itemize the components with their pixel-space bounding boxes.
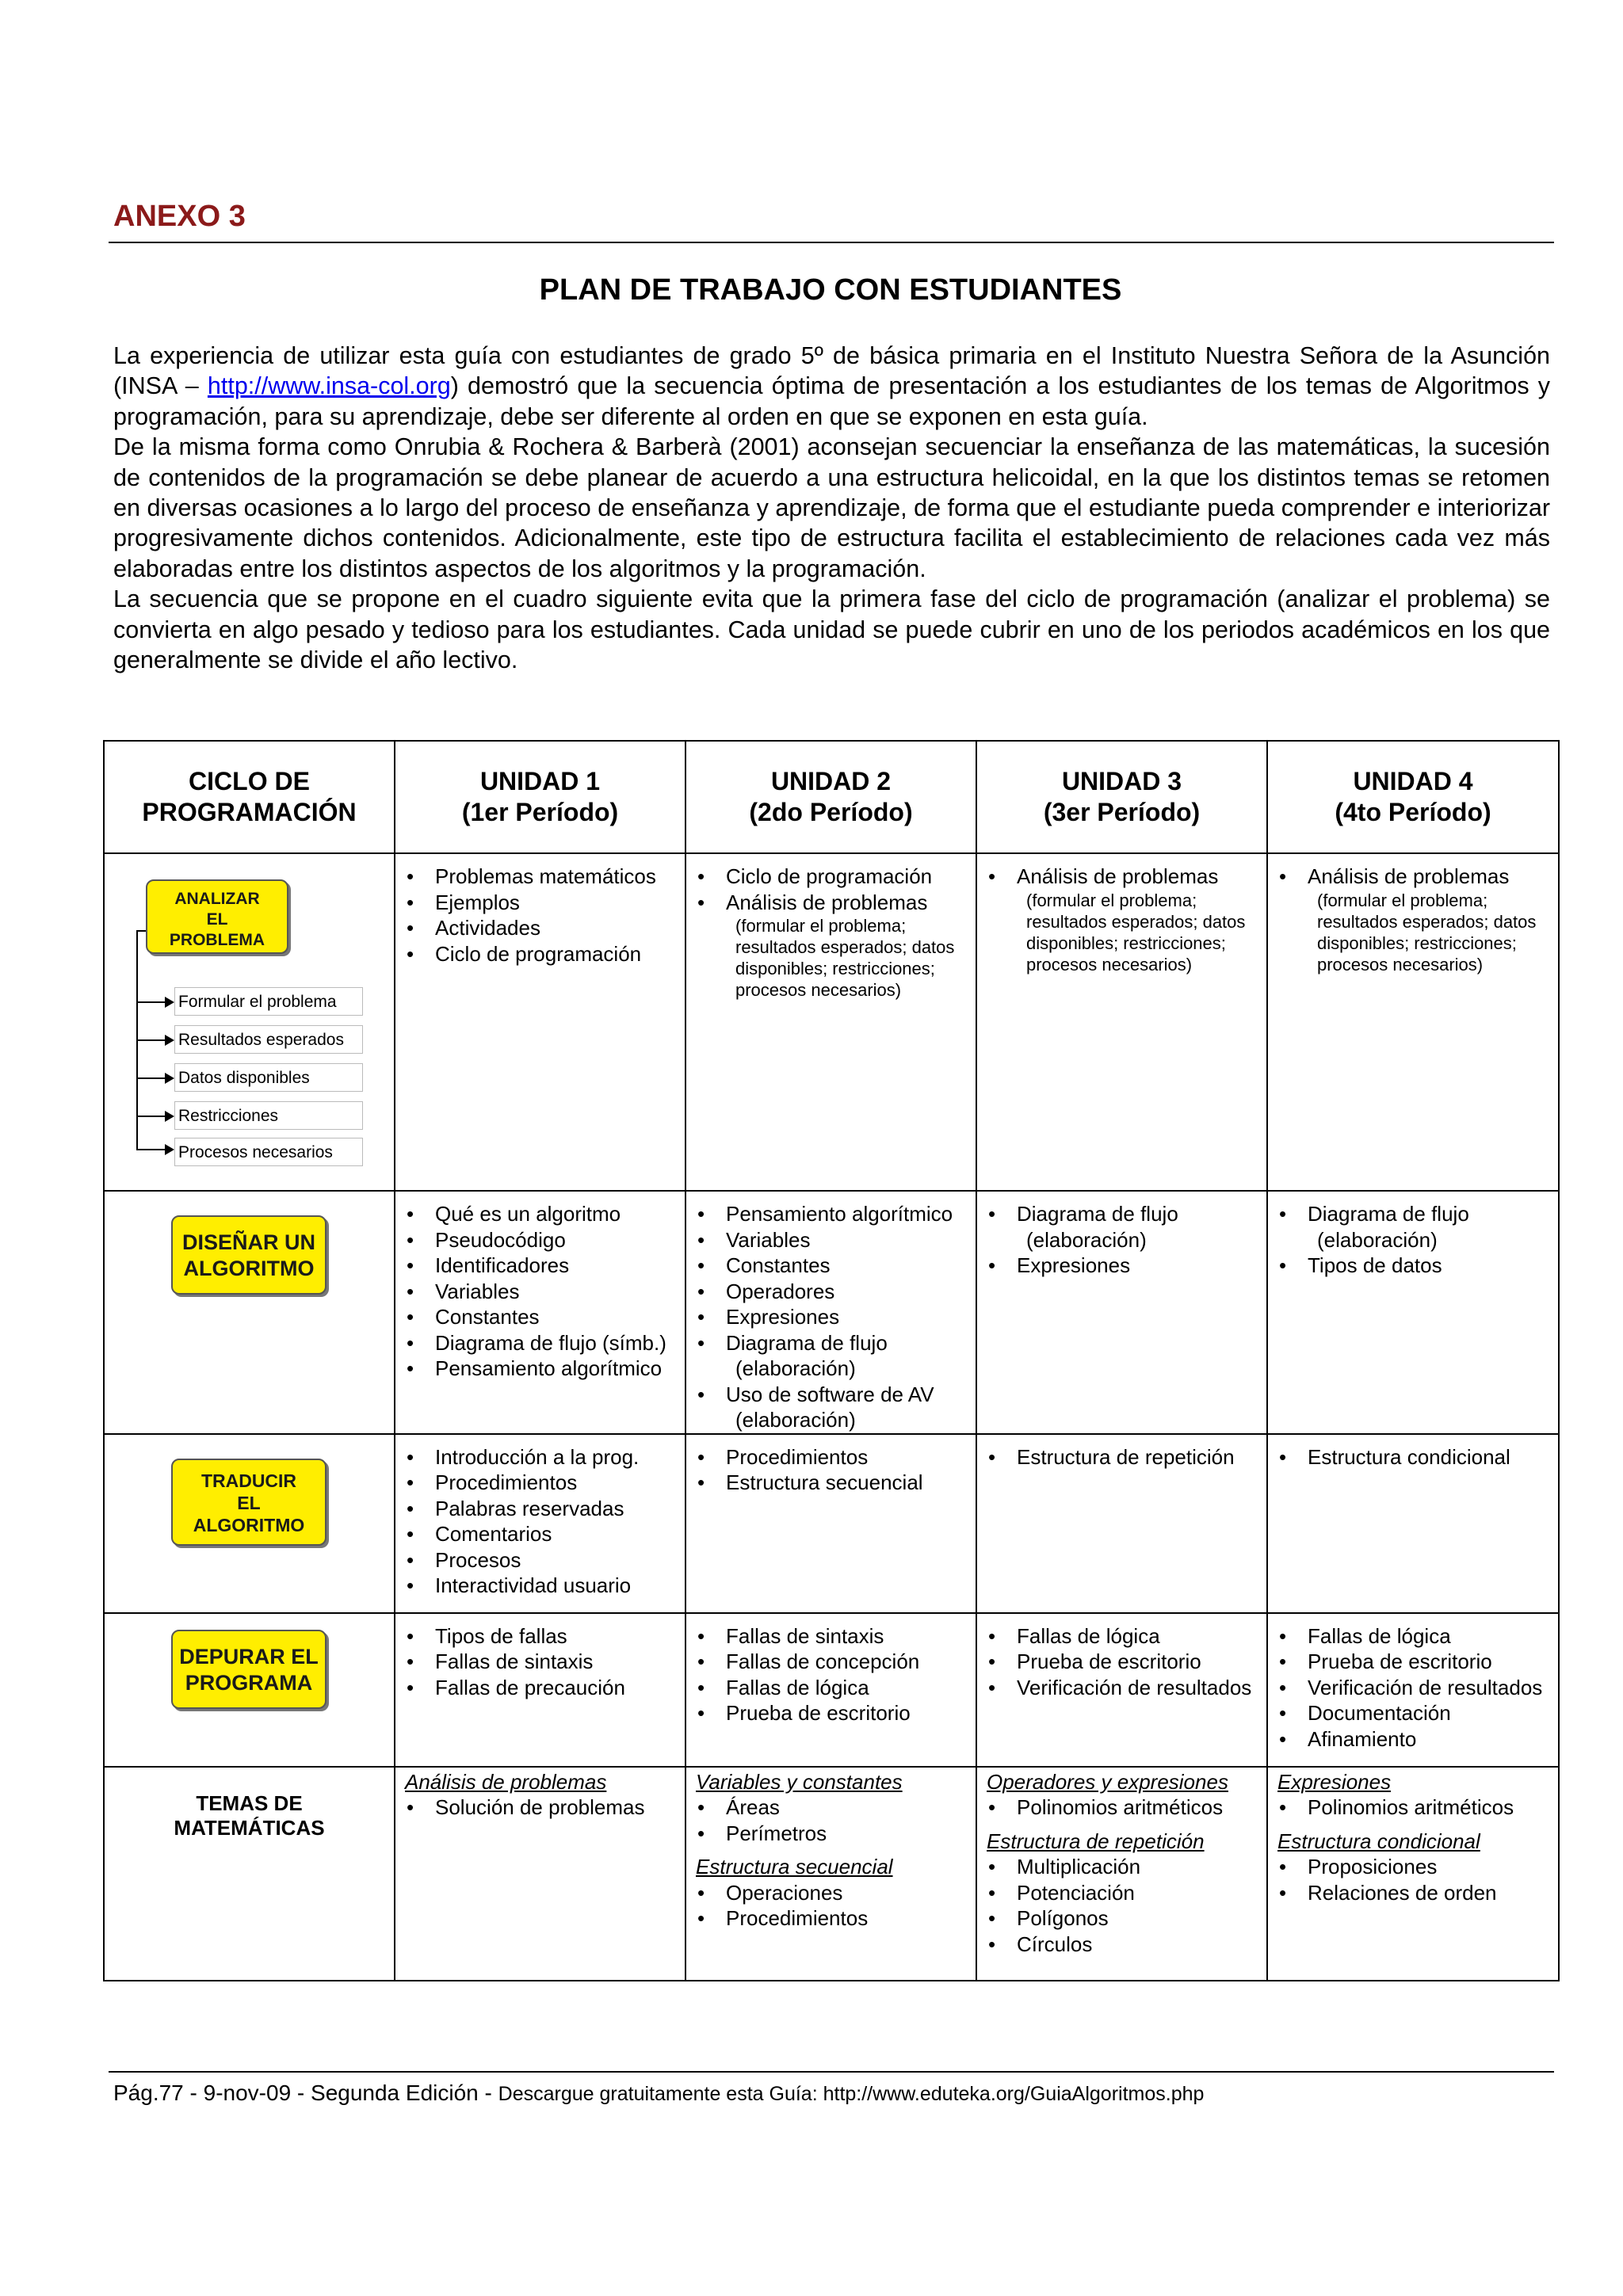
cell-analizar-u4	[1267, 853, 1559, 1191]
list-item: • Polinomios aritméticos	[985, 1794, 1260, 1821]
cell-matematicas-u1	[395, 1767, 685, 1981]
cell-matematicas-u4	[1267, 1767, 1559, 1981]
cell-traducir-u4	[1267, 1434, 1559, 1613]
list-item: • Solución de problemas	[403, 1794, 678, 1821]
list-item: • Polinomios aritméticos	[1276, 1794, 1552, 1821]
header-unidad-4: UNIDAD 4 (4to Período)	[1267, 741, 1559, 853]
header-unidad-1: UNIDAD 1 (1er Período)	[395, 741, 685, 853]
list-item: • Análisis de problemas	[1276, 864, 1552, 890]
cell-analizar-u2	[685, 853, 976, 1191]
table-header-row	[104, 741, 1559, 853]
list-item: • Verificación de resultados	[985, 1675, 1260, 1701]
list-item: • Interactividad usuario	[403, 1573, 678, 1599]
cell-depurar-u3	[976, 1613, 1267, 1767]
cell-disenar-u2	[685, 1191, 976, 1434]
step-datos: Datos disponibles	[174, 1063, 363, 1092]
list-item: • Palabras reservadas	[403, 1496, 678, 1522]
intro-paragraph-3: La secuencia que se propone en el cuadro siguiente evita que la primera fase del ciclo de programación (analizar el problema) se convierta en algo pesado y tedioso para los estudiantes. Cada unidad se puede cubrir en uno de los periodos académicos en los que generalmente se divide el año lectivo.	[113, 585, 1550, 674]
step-formular: Formular el problema	[174, 987, 363, 1016]
cell-analizar-u1	[395, 853, 685, 1191]
list-detail: resultados esperados; datos	[735, 937, 955, 957]
cell-analizar-u3	[976, 853, 1267, 1191]
cell-depurar-u4	[1267, 1613, 1559, 1767]
list-detail: procesos necesarios)	[735, 980, 902, 1000]
depurar-programa-box: DEPURAR EL PROGRAMA	[171, 1630, 327, 1709]
list-item: • Ejemplos	[403, 890, 678, 916]
list-detail: (elaboración)	[735, 1356, 856, 1380]
list-item: • Proposiciones	[1276, 1854, 1552, 1880]
list-item: • Estructura condicional	[1276, 1444, 1552, 1470]
list-item: • Fallas de lógica	[985, 1623, 1260, 1650]
cell-matematicas-u2	[685, 1767, 976, 1981]
page-footer	[113, 2081, 1204, 2106]
cell-traducir-u3	[976, 1434, 1267, 1613]
list-detail: disponibles; restricciones;	[735, 959, 935, 978]
cell-traducir-u2	[685, 1434, 976, 1613]
analizar-problema-box: ANALIZAR EL PROBLEMA	[146, 879, 288, 954]
row-traducir	[104, 1434, 1559, 1613]
row-disenar	[104, 1191, 1559, 1434]
list-item: • Fallas de lógica	[694, 1675, 969, 1701]
list-detail: (formular el problema;	[1317, 890, 1488, 910]
list-item: • Análisis de problemas	[694, 890, 969, 916]
topic-heading: Estructura secuencial	[696, 1855, 893, 1878]
list-detail: procesos necesarios)	[1026, 954, 1193, 974]
list-detail: (elaboración)	[1026, 1227, 1147, 1252]
list-item: • Variables	[403, 1279, 678, 1305]
list-item: • Áreas	[694, 1794, 969, 1821]
list-item: • Diagrama de flujo	[985, 1201, 1260, 1227]
cell-depurar-diagram	[104, 1613, 395, 1767]
header-unidad-3: UNIDAD 3 (3er Período)	[976, 741, 1267, 853]
arrow-icon	[165, 1144, 174, 1155]
row-depurar	[104, 1613, 1559, 1767]
cell-disenar-diagram	[104, 1191, 395, 1434]
step-resultados: Resultados esperados	[174, 1025, 363, 1054]
list-item: • Círculos	[985, 1932, 1260, 1958]
topic-heading: Estructura de repetición	[987, 1829, 1205, 1853]
list-item: • Polígonos	[985, 1905, 1260, 1932]
step-restricciones: Restricciones	[174, 1101, 363, 1130]
list-item: • Análisis de problemas	[985, 864, 1260, 890]
cell-matematicas-label	[104, 1767, 395, 1981]
list-item: • Comentarios	[403, 1521, 678, 1547]
list-item: • Procedimientos	[694, 1444, 969, 1470]
list-item: • Problemas matemáticos	[403, 864, 678, 890]
traducir-algoritmo-box: TRADUCIR EL ALGORITMO	[171, 1459, 327, 1546]
intro-text	[113, 341, 1550, 675]
list-item: • Operaciones	[694, 1880, 969, 1906]
arrow-icon	[165, 997, 174, 1008]
row-analizar	[104, 853, 1559, 1191]
list-item: • Constantes	[403, 1304, 678, 1330]
list-detail: resultados esperados; datos	[1026, 911, 1246, 932]
list-detail: (elaboración)	[1317, 1227, 1438, 1252]
row-matematicas	[104, 1767, 1559, 1981]
list-item: • Expresiones	[694, 1304, 969, 1330]
topic-heading: Estructura condicional	[1277, 1829, 1480, 1853]
list-item: • Pensamiento algorítmico	[694, 1201, 969, 1227]
list-item: • Introducción a la prog.	[403, 1444, 678, 1470]
topic-heading: Expresiones	[1277, 1769, 1392, 1794]
list-item: • Diagrama de flujo	[694, 1330, 969, 1356]
list-detail: disponibles; restricciones;	[1026, 933, 1226, 953]
page-title: PLAN DE TRABAJO CON ESTUDIANTES	[539, 273, 1122, 307]
cell-traducir-diagram	[104, 1434, 395, 1613]
list-item: • Estructura de repetición	[985, 1444, 1260, 1470]
list-item: • Variables	[694, 1227, 969, 1253]
list-item: • Actividades	[403, 915, 678, 941]
topic-heading: Operadores y expresiones	[987, 1769, 1228, 1794]
arrow-icon	[165, 1035, 174, 1046]
list-item: • Prueba de escritorio	[985, 1649, 1260, 1675]
intro-paragraph-1	[113, 341, 1550, 432]
list-item: • Diagrama de flujo (símb.)	[403, 1330, 678, 1356]
list-item: • Fallas de sintaxis	[694, 1623, 969, 1650]
cell-matematicas-u3	[976, 1767, 1267, 1981]
list-item: • Qué es un algoritmo	[403, 1201, 678, 1227]
topic-heading: Análisis de problemas	[405, 1769, 607, 1794]
list-item: • Documentación	[1276, 1700, 1552, 1726]
list-detail: procesos necesarios)	[1317, 954, 1484, 974]
cell-disenar-u4	[1267, 1191, 1559, 1434]
list-item: • Fallas de concepción	[694, 1649, 969, 1675]
math-label-line-1: TEMAS DE	[196, 1791, 303, 1815]
list-item: • Constantes	[694, 1253, 969, 1279]
cell-disenar-u1	[395, 1191, 685, 1434]
list-item: • Fallas de lógica	[1276, 1623, 1552, 1650]
list-item: • Pseudocódigo	[403, 1227, 678, 1253]
list-detail: (formular el problema;	[735, 916, 907, 936]
math-label-line-2: MATEMÁTICAS	[174, 1815, 325, 1840]
list-item: • Diagrama de flujo	[1276, 1201, 1552, 1227]
list-item: • Expresiones	[985, 1253, 1260, 1279]
top-rule	[109, 242, 1554, 243]
list-detail: (elaboración)	[735, 1408, 856, 1432]
list-item: • Prueba de escritorio	[1276, 1649, 1552, 1675]
disenar-algoritmo-box: DISEÑAR UN ALGORITMO	[171, 1215, 327, 1295]
arrow-icon	[165, 1073, 174, 1084]
list-item: • Multiplicación	[985, 1854, 1260, 1880]
cell-depurar-u2	[685, 1613, 976, 1767]
plan-table	[103, 740, 1560, 1981]
cell-depurar-u1	[395, 1613, 685, 1767]
list-item: • Ciclo de programación	[403, 941, 678, 967]
list-detail: resultados esperados; datos	[1317, 911, 1537, 932]
arrow-icon	[165, 1111, 174, 1122]
list-item: • Uso de software de AV	[694, 1382, 969, 1408]
list-item: • Operadores	[694, 1279, 969, 1305]
intro-p1-start: La experiencia de utilizar esta guía con estudiantes de grado 5º de básica primaria en el Instituto Nuestra Señora de la Asunción (INSA –	[113, 342, 1550, 400]
list-item: • Prueba de escritorio	[694, 1700, 969, 1726]
intro-p1-end: ) demostró que la secuencia óptima de presentación a los estudiantes de los temas de Algoritmos y programación, para su aprendizaje, debe ser diferente al orden en que se exponen en esta guía.	[113, 372, 1550, 430]
header-unidad-2: UNIDAD 2 (2do Período)	[685, 741, 976, 853]
insa-link[interactable]: http://www.insa-col.org	[207, 372, 451, 400]
list-item: • Fallas de precaución	[403, 1675, 678, 1701]
bottom-rule	[109, 2071, 1554, 2073]
list-item: • Ciclo de programación	[694, 864, 969, 890]
list-item: • Tipos de fallas	[403, 1623, 678, 1650]
step-procesos: Procesos necesarios	[174, 1138, 363, 1166]
list-item: • Relaciones de orden	[1276, 1880, 1552, 1906]
cell-disenar-u3	[976, 1191, 1267, 1434]
list-item: • Procedimientos	[403, 1470, 678, 1496]
list-item: • Potenciación	[985, 1880, 1260, 1906]
header-ciclo: CICLO DE PROGRAMACIÓN	[104, 741, 395, 853]
footer-main: Pág.77 - 9-nov-09 - Segunda Edición -	[113, 2081, 492, 2105]
list-item: • Afinamiento	[1276, 1726, 1552, 1753]
list-item: • Tipos de datos	[1276, 1253, 1552, 1279]
list-detail: disponibles; restricciones;	[1317, 933, 1517, 953]
footer-download-note[interactable]: Descargue gratuitamente esta Guía: http://www.eduteka.org/GuiaAlgoritmos.php	[498, 2083, 1205, 2105]
list-item: • Perímetros	[694, 1821, 969, 1847]
intro-paragraph-2: De la misma forma como Onrubia & Rochera & Barberà (2001) aconsejan secuenciar la enseñanza de las matemáticas, la sucesión de contenidos de la programación se debe planear de acuerdo a una estructura helicoidal, en la que los distintos temas se retomen en diversas ocasiones a lo largo del proceso de enseñanza y aprendizaje, de forma que el estudiante pueda comprender e interiorizar progresivamente dichos contenidos. Adicionalmente, este tipo de estructura facilita el establecimiento de relaciones cada vez más elaboradas entre los distintos aspectos de los algoritmos y la programación.	[113, 433, 1550, 582]
topic-heading: Variables y constantes	[696, 1769, 903, 1794]
list-item: • Fallas de sintaxis	[403, 1649, 678, 1675]
list-item: • Identificadores	[403, 1253, 678, 1279]
list-item: • Procesos	[403, 1547, 678, 1573]
list-item: • Procedimientos	[694, 1905, 969, 1932]
list-item: • Verificación de resultados	[1276, 1675, 1552, 1701]
list-item: • Estructura secuencial	[694, 1470, 969, 1496]
cell-traducir-u1	[395, 1434, 685, 1613]
annex-heading: ANEXO 3	[113, 200, 246, 233]
cell-analizar-diagram	[104, 853, 395, 1191]
list-item: • Pensamiento algorítmico	[403, 1356, 678, 1382]
list-detail: (formular el problema;	[1026, 890, 1197, 910]
